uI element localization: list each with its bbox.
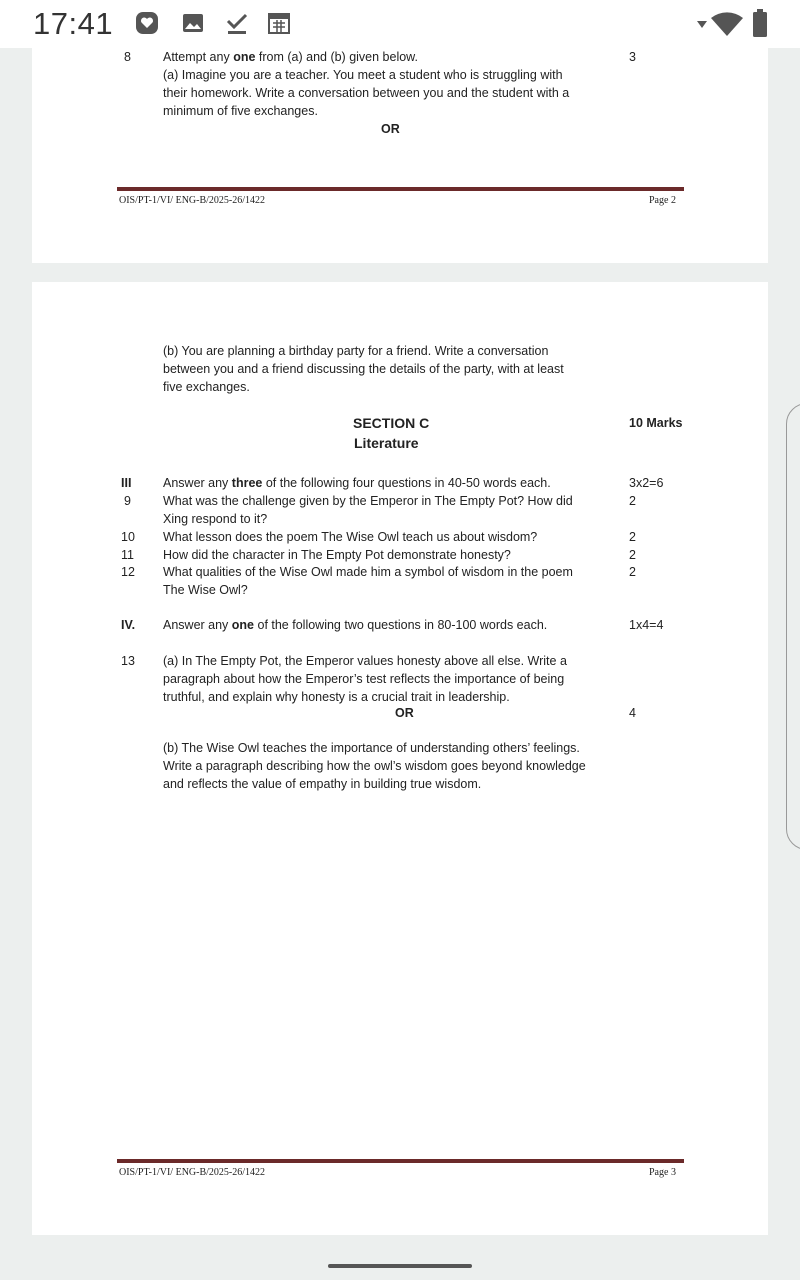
question-13b-line: and reflects the value of empathy in building true wisdom.	[163, 777, 482, 791]
question-10: What lesson does the poem The Wise Owl teach us about wisdom?	[163, 530, 538, 544]
footer-code: OIS/PT-1/VI/ ENG-B/2025-26/1422	[119, 195, 266, 206]
section-4-intro: Answer any one of the following two questions in 80-100 words each.	[163, 618, 548, 632]
section-number: III	[121, 476, 132, 490]
signal-arrow-icon	[697, 19, 707, 29]
battery-icon	[752, 9, 768, 37]
question-number: 13	[121, 654, 135, 668]
status-bar	[0, 0, 800, 48]
question-number: 11	[121, 548, 134, 562]
question-8-intro: Attempt any one from (a) and (b) given below.	[163, 50, 418, 64]
navigation-gesture-bar[interactable]	[328, 1264, 472, 1268]
question-marks: 3	[629, 50, 636, 64]
footer-rule	[117, 1159, 684, 1163]
edge-panel-handle[interactable]	[786, 403, 800, 850]
question-8b-line: between you and a friend discussing the details of the party, with at least	[163, 362, 564, 376]
or-label: OR	[395, 706, 414, 720]
question-13a-line: paragraph about how the Emperor’s test reflects the importance of being	[163, 672, 565, 686]
or-label: OR	[381, 122, 400, 136]
question-8a-line: (a) Imagine you are a teacher. You meet a student who is struggling with	[163, 68, 563, 82]
question-13b-line: (b) The Wise Owl teaches the importance of understanding others’ feelings.	[163, 741, 580, 755]
question-8b-line: five exchanges.	[163, 380, 250, 394]
question-number: 10	[121, 530, 135, 544]
question-number: 8	[124, 50, 131, 64]
question-13b-line: Write a paragraph describing how the owl’s wisdom goes beyond knowledge	[163, 759, 586, 773]
question-marks: 4	[629, 706, 636, 720]
question-marks: 2	[629, 548, 636, 562]
section-4-marks: 1x4=4	[629, 618, 664, 632]
question-13a-line: (a) In The Empty Pot, the Emperor values honesty above all else. Write a	[163, 654, 567, 668]
footer-page-number: Page 2	[649, 195, 676, 206]
question-8b-line: (b) You are planning a birthday party for a friend. Write a conversation	[163, 344, 549, 358]
section-3-marks: 3x2=6	[629, 476, 664, 490]
heart-app-icon	[135, 11, 159, 35]
question-9-line: Xing respond to it?	[163, 512, 268, 526]
question-marks: 2	[629, 565, 636, 579]
question-number: 9	[124, 494, 131, 508]
footer-rule	[117, 187, 684, 191]
section-subtitle: Literature	[354, 435, 419, 451]
download-check-icon	[225, 11, 249, 35]
clock: 17:41	[33, 6, 114, 41]
footer-code: OIS/PT-1/VI/ ENG-B/2025-26/1422	[119, 1167, 266, 1178]
question-8a-line: their homework. Write a conversation between you and the student with a	[163, 86, 570, 100]
question-11: How did the character in The Empty Pot demonstrate honesty?	[163, 548, 511, 562]
wifi-icon	[710, 11, 744, 37]
section-title: SECTION C	[353, 415, 430, 431]
question-number: 12	[121, 565, 135, 579]
question-12-line: The Wise Owl?	[163, 583, 248, 597]
section-marks: 10 Marks	[629, 416, 683, 430]
calendar-icon	[267, 11, 291, 35]
question-13a-line: truthful, and explain why honesty is a crucial trait in leadership.	[163, 690, 510, 704]
question-12-line: What qualities of the Wise Owl made him a symbol of wisdom in the poem	[163, 565, 573, 579]
section-3-intro: Answer any three of the following four questions in 40-50 words each.	[163, 476, 551, 490]
footer-page-number: Page 3	[649, 1167, 676, 1178]
section-number: IV.	[121, 618, 136, 632]
pdf-page-2	[32, 48, 768, 263]
question-marks: 2	[629, 494, 636, 508]
question-9-line: What was the challenge given by the Emperor in The Empty Pot? How did	[163, 494, 573, 508]
image-icon	[181, 11, 205, 35]
question-8a-line: minimum of five exchanges.	[163, 104, 318, 118]
question-marks: 2	[629, 530, 636, 544]
pdf-page-3	[32, 282, 768, 1235]
